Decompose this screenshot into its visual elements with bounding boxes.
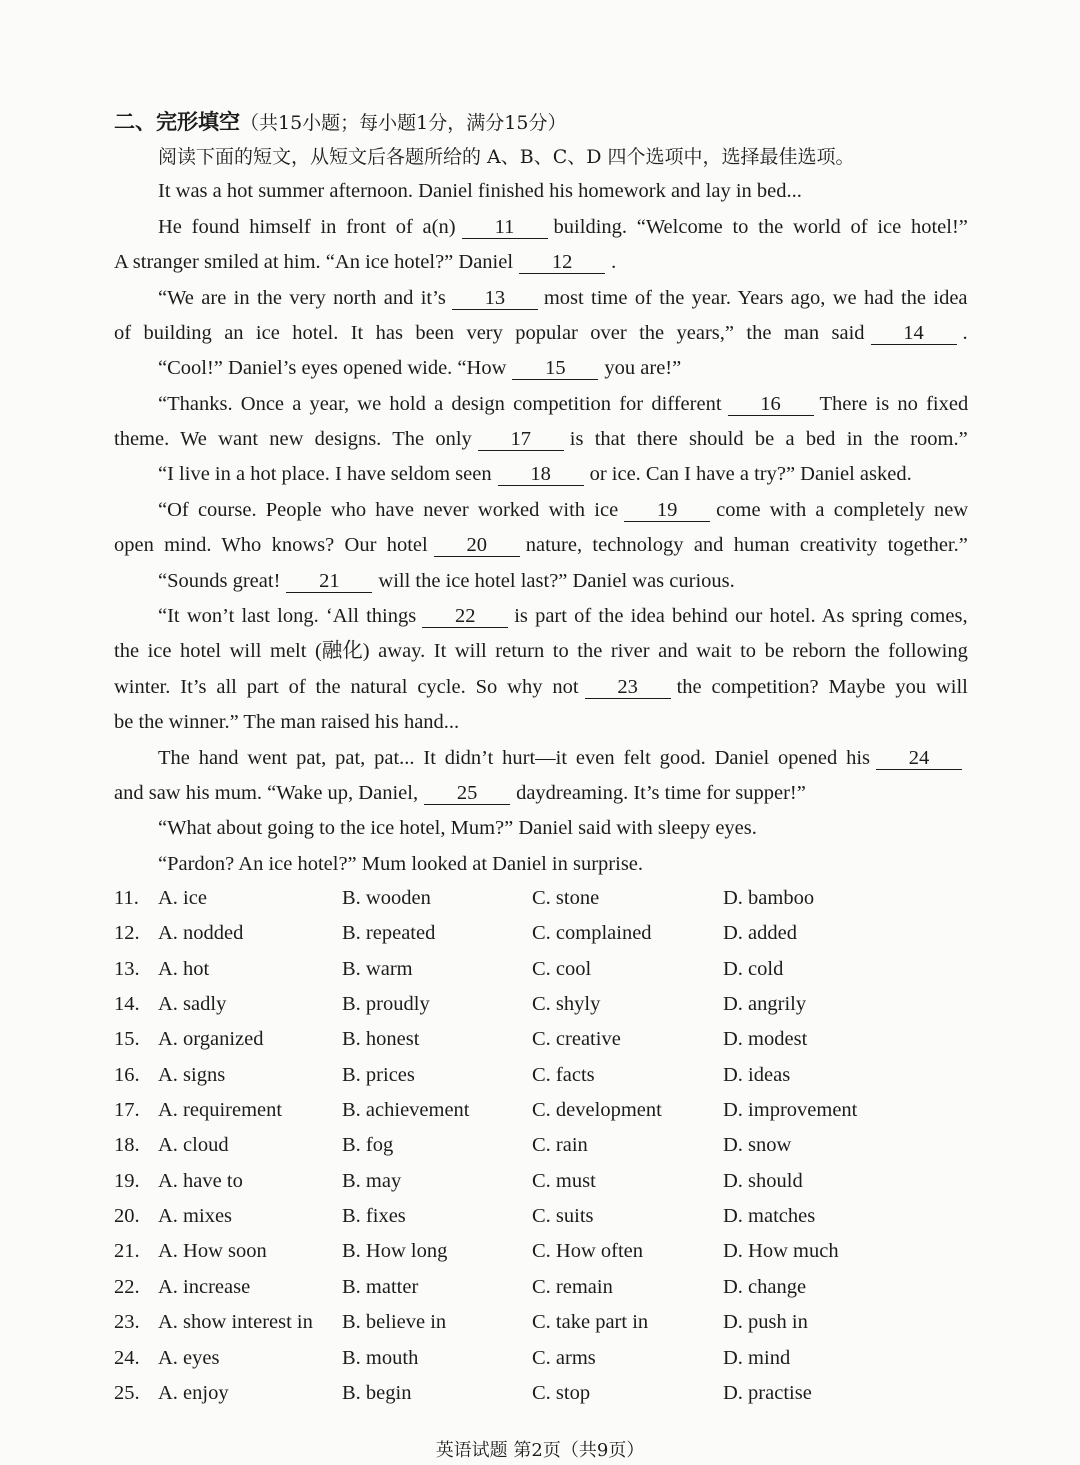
passage-text: is part of the idea behind our hotel. As spring comes, xyxy=(514,605,968,627)
option-row xyxy=(0,1311,1080,1341)
option-c: C. development xyxy=(532,1099,662,1121)
option-row xyxy=(0,1099,1080,1129)
option-c: C. remain xyxy=(532,1276,613,1298)
passage-text: be the winner.” The man raised his hand... xyxy=(114,711,460,733)
question-number: 14. xyxy=(114,993,140,1015)
passage-text: A stranger smiled at him. “An ice hotel?” Daniel xyxy=(114,251,514,273)
option-row xyxy=(0,1276,1080,1306)
passage-line xyxy=(158,744,968,772)
passage-text: theme. We want new designs. The only xyxy=(114,428,472,450)
answer-blank: 18 xyxy=(498,463,584,486)
option-a: A. have to xyxy=(158,1170,243,1192)
passage-text: you are!” xyxy=(604,357,682,379)
option-b: B. proudly xyxy=(342,993,430,1015)
answer-blank: 21 xyxy=(286,570,372,593)
option-b: B. may xyxy=(342,1170,402,1192)
option-b: B. achievement xyxy=(342,1099,470,1121)
question-number: 22. xyxy=(114,1276,140,1298)
passage-text: of building an ice hotel. It has been very popular over the years,” the man said xyxy=(114,322,865,344)
passage-text: It was a hot summer afternoon. Daniel finished his homework and lay in bed... xyxy=(158,180,802,202)
passage-text: the competition? Maybe you will xyxy=(676,676,968,698)
option-a: A. nodded xyxy=(158,922,244,944)
answer-blank: 13 xyxy=(452,287,538,310)
passage-text: building. “Welcome to the world of ice hotel!” xyxy=(553,216,968,238)
passage-text: come with a completely new xyxy=(716,499,969,521)
passage-line xyxy=(158,213,968,241)
passage-line xyxy=(158,390,968,418)
answer-blank: 20 xyxy=(434,534,520,557)
option-a: A. requirement xyxy=(158,1099,283,1121)
question-number: 18. xyxy=(114,1134,140,1156)
option-d: D. mind xyxy=(723,1347,791,1369)
option-d: D. ideas xyxy=(723,1064,791,1086)
option-row xyxy=(0,1240,1080,1270)
option-row xyxy=(0,1170,1080,1200)
option-d: D. bamboo xyxy=(723,887,815,909)
answer-blank: 17 xyxy=(478,428,564,451)
option-a: A. mixes xyxy=(158,1205,233,1227)
passage-line xyxy=(158,177,802,205)
option-a: A. show interest in xyxy=(158,1311,313,1333)
option-row xyxy=(0,1028,1080,1058)
option-c: C. complained xyxy=(532,922,652,944)
option-b: B. mouth xyxy=(342,1347,419,1369)
option-d: D. push in xyxy=(723,1311,808,1333)
passage-line xyxy=(158,850,643,878)
option-row xyxy=(0,1064,1080,1094)
question-number: 23. xyxy=(114,1311,140,1333)
option-d: D. How much xyxy=(723,1240,839,1262)
passage-text: . xyxy=(611,251,617,273)
passage-line xyxy=(158,496,968,524)
option-c: C. facts xyxy=(532,1064,595,1086)
option-d: D. improvement xyxy=(723,1099,858,1121)
option-c: C. suits xyxy=(532,1205,594,1227)
passage-line xyxy=(158,460,912,488)
passage-text: daydreaming. It’s time for supper!” xyxy=(516,782,806,804)
answer-blank: 22 xyxy=(422,605,508,628)
passage-text: “Pardon? An ice hotel?” Mum looked at Daniel in surprise. xyxy=(158,853,644,875)
option-row xyxy=(0,1134,1080,1164)
answer-blank: 11 xyxy=(462,216,548,239)
option-b: B. repeated xyxy=(342,922,436,944)
option-c: C. shyly xyxy=(532,993,601,1015)
passage-text: “Thanks. Once a year, we hold a design competition for different xyxy=(158,393,722,415)
option-d: D. snow xyxy=(723,1134,792,1156)
answer-blank: 19 xyxy=(624,499,710,522)
option-row xyxy=(0,1382,1080,1412)
option-a: A. ice xyxy=(158,887,207,909)
question-number: 24. xyxy=(114,1347,140,1369)
question-number: 25. xyxy=(114,1382,140,1404)
option-c: C. arms xyxy=(532,1347,596,1369)
option-d: D. matches xyxy=(723,1205,816,1227)
option-a: A. enjoy xyxy=(158,1382,229,1404)
option-b: B. wooden xyxy=(342,887,431,909)
option-d: D. angrily xyxy=(723,993,807,1015)
option-a: A. organized xyxy=(158,1028,264,1050)
section-title xyxy=(114,106,566,136)
passage-line xyxy=(114,779,806,807)
passage-text: most time of the year. Years ago, we had the idea xyxy=(543,287,968,309)
option-a: A. signs xyxy=(158,1064,226,1086)
option-a: A. How soon xyxy=(158,1240,267,1262)
passage-line xyxy=(158,567,735,595)
instruction-text: 阅读下面的短文，从短文后各题所给的 A、B、C、D 四个选项中，选择最佳选项。 xyxy=(158,146,855,168)
passage-text: “We are in the very north and it’s xyxy=(158,287,446,309)
passage-line xyxy=(158,602,968,630)
passage-text: “I live in a hot place. I have seldom seen xyxy=(158,463,492,485)
passage-line xyxy=(114,673,968,701)
passage-line xyxy=(114,708,459,736)
question-number: 19. xyxy=(114,1170,140,1192)
section-heading: 二、完形填空 xyxy=(114,110,240,134)
option-b: B. honest xyxy=(342,1028,420,1050)
answer-blank: 14 xyxy=(871,322,957,345)
passage-text: . xyxy=(962,322,968,344)
option-c: C. cool xyxy=(532,958,592,980)
question-number: 11. xyxy=(114,887,139,909)
option-a: A. eyes xyxy=(158,1347,220,1369)
option-d: D. added xyxy=(723,922,798,944)
answer-blank: 24 xyxy=(876,747,962,770)
passage-line xyxy=(114,531,968,559)
answer-blank: 16 xyxy=(728,393,814,416)
question-number: 16. xyxy=(114,1064,140,1086)
option-c: C. rain xyxy=(532,1134,588,1156)
passage-text: The hand went pat, pat, pat... It didn’t hurt—it even felt good. Daniel opened his xyxy=(158,747,871,769)
option-b: B. fixes xyxy=(342,1205,406,1227)
option-row xyxy=(0,1205,1080,1235)
option-a: A. increase xyxy=(158,1276,251,1298)
page-footer: 英语试题 第2页（共9页） xyxy=(435,1440,645,1461)
option-d: D. practise xyxy=(723,1382,812,1404)
option-b: B. believe in xyxy=(342,1311,447,1333)
option-c: C. stone xyxy=(532,887,600,909)
option-row xyxy=(0,1347,1080,1377)
passage-text: winter. It’s all part of the natural cycle. So why not xyxy=(114,676,579,698)
passage-line xyxy=(158,354,681,382)
option-a: A. cloud xyxy=(158,1134,229,1156)
option-b: B. fog xyxy=(342,1134,394,1156)
option-b: B. matter xyxy=(342,1276,419,1298)
passage-text: “What about going to the ice hotel, Mum?” Daniel said with sleepy eyes. xyxy=(158,817,757,839)
passage-text: the ice hotel will melt (融化) away. It will return to the river and wait to be reborn the following xyxy=(114,640,968,662)
question-number: 13. xyxy=(114,958,140,980)
passage-line xyxy=(158,284,968,312)
option-d: D. modest xyxy=(723,1028,808,1050)
question-number: 20. xyxy=(114,1205,140,1227)
passage-text: will the ice hotel last?” Daniel was curious. xyxy=(378,570,735,592)
passage-line xyxy=(114,425,968,453)
passage-text: open mind. Who knows? Our hotel xyxy=(114,534,428,556)
passage-line xyxy=(114,248,616,276)
option-d: D. change xyxy=(723,1276,807,1298)
option-row xyxy=(0,922,1080,952)
option-b: B. How long xyxy=(342,1240,448,1262)
option-a: A. hot xyxy=(158,958,210,980)
option-d: D. should xyxy=(723,1170,803,1192)
passage-text: or ice. Can I have a try?” Daniel asked. xyxy=(589,463,912,485)
passage-text: and saw his mum. “Wake up, Daniel, xyxy=(114,782,419,804)
passage-text: He found himself in front of a(n) xyxy=(158,216,456,238)
passage-text: “Cool!” Daniel’s eyes opened wide. “How xyxy=(158,357,507,379)
option-c: C. creative xyxy=(532,1028,621,1050)
option-b: B. prices xyxy=(342,1064,415,1086)
option-row xyxy=(0,958,1080,988)
passage-text: There is no fixed xyxy=(819,393,969,415)
passage-line xyxy=(158,814,757,842)
answer-blank: 25 xyxy=(424,782,510,805)
passage-text: is that there should be a bed in the room.” xyxy=(569,428,968,450)
option-b: B. warm xyxy=(342,958,413,980)
option-row xyxy=(0,993,1080,1023)
passage-text: nature, technology and human creativity together.” xyxy=(525,534,968,556)
passage-text: “Of course. People who have never worked with ice xyxy=(158,499,619,521)
passage-text: “Sounds great! xyxy=(158,570,281,592)
option-row xyxy=(0,887,1080,917)
option-b: B. begin xyxy=(342,1382,412,1404)
answer-blank: 12 xyxy=(519,251,605,274)
answer-blank: 15 xyxy=(512,357,598,380)
passage-text: “It won’t last long. ‘All things xyxy=(158,605,417,627)
question-number: 17. xyxy=(114,1099,140,1121)
section-note: （共15小题；每小题1分，满分15分） xyxy=(240,112,567,134)
option-d: D. cold xyxy=(723,958,784,980)
answer-blank: 23 xyxy=(585,676,671,699)
option-c: C. How often xyxy=(532,1240,644,1262)
option-a: A. sadly xyxy=(158,993,227,1015)
question-number: 15. xyxy=(114,1028,140,1050)
option-c: C. stop xyxy=(532,1382,591,1404)
option-c: C. take part in xyxy=(532,1311,649,1333)
question-number: 21. xyxy=(114,1240,140,1262)
passage-line xyxy=(114,637,968,665)
option-c: C. must xyxy=(532,1170,596,1192)
question-number: 12. xyxy=(114,922,140,944)
passage-line xyxy=(114,319,968,347)
